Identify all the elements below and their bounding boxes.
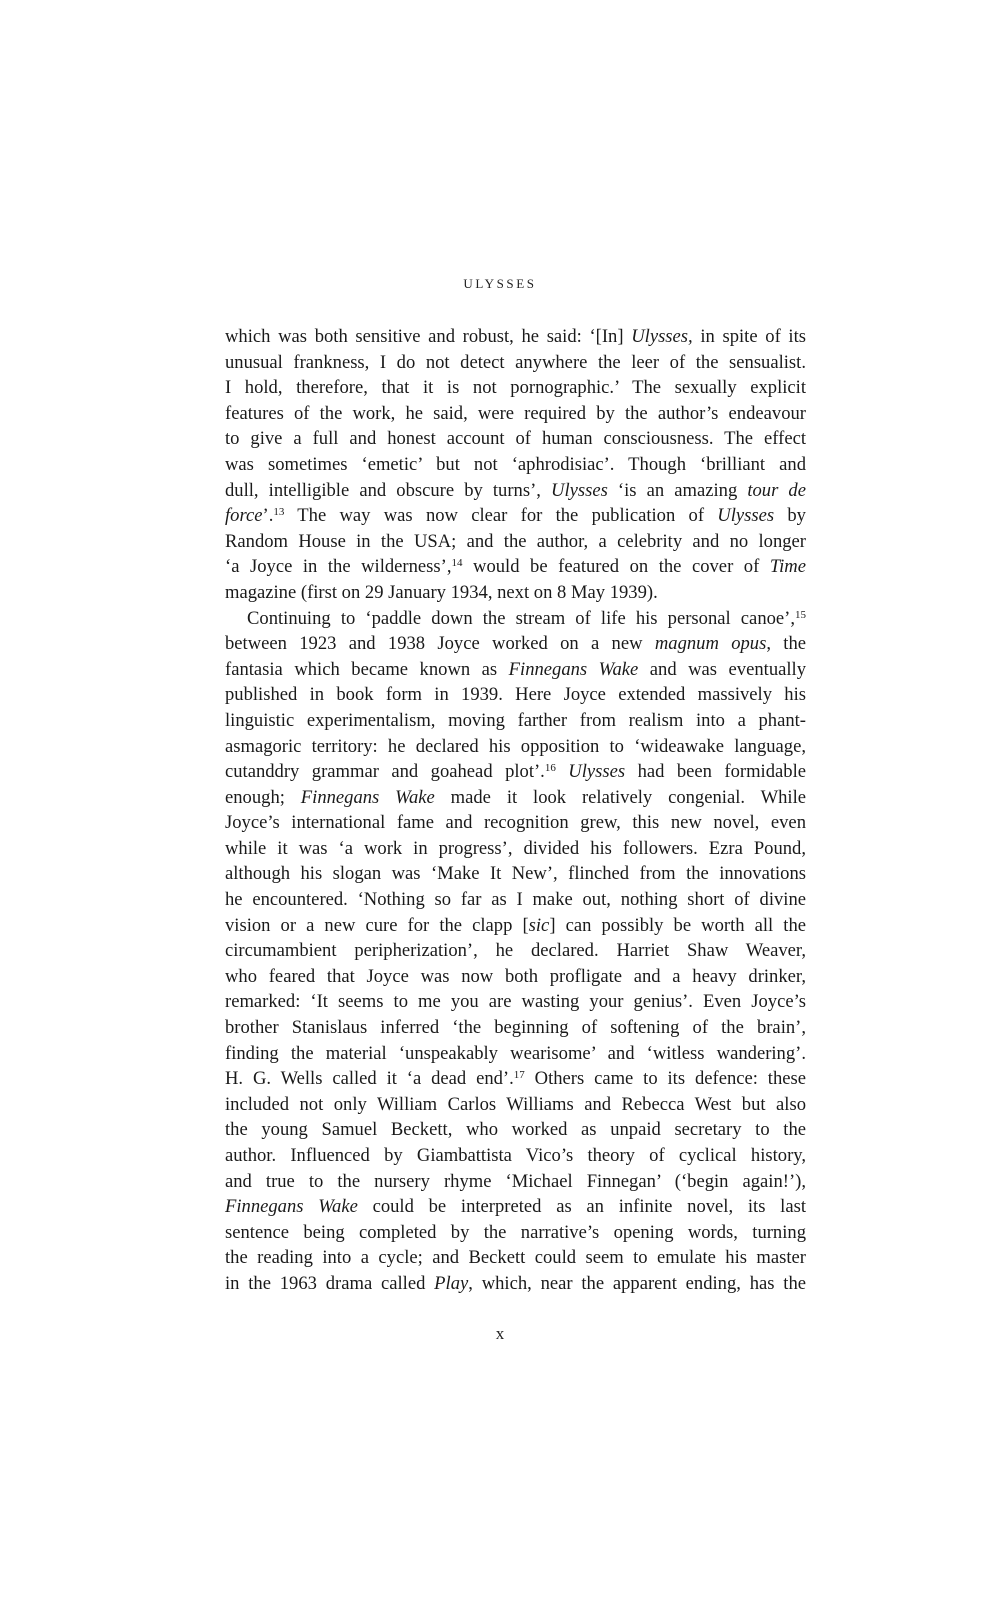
text-line [225, 759, 806, 785]
text-line [225, 1066, 806, 1092]
text-segment: made it look relatively congenial. While [434, 786, 806, 808]
text-segment: vision or a new cure for the clapp [ [225, 914, 529, 936]
text-line [225, 734, 806, 760]
text-segment: ‘a Joyce in the wilderness’, [225, 556, 452, 578]
italic-text: magnum opus [654, 633, 767, 655]
text-line [225, 554, 806, 580]
text-segment: circumambient peripherization’, he declared. Harriet Shaw Weaver, [225, 940, 806, 962]
text-line [225, 478, 806, 504]
text-line [225, 1245, 806, 1271]
text-segment: remarked: ‘It seems to me you are wasting your genius’. Even Joyce’s [225, 991, 806, 1013]
text-segment: had been formidable [625, 761, 806, 783]
text-segment: between 1923 and 1938 Joyce worked on a new [225, 633, 655, 655]
text-line [225, 1169, 806, 1195]
text-segment: cutanddry grammar and goahead plot’. [225, 761, 545, 783]
text-segment: and was eventually [638, 658, 806, 680]
italic-text: Ulysses [568, 761, 626, 783]
text-line [225, 964, 806, 990]
text-segment: magazine (first on 29 January 1934, next on 8 May 1939). [225, 581, 658, 603]
text-line [225, 1220, 806, 1246]
text-segment [556, 761, 568, 782]
italic-text: Play [434, 1272, 469, 1294]
text-segment: ’. [262, 505, 274, 527]
running-head: ULYSSES [463, 276, 537, 291]
text-line [225, 836, 806, 862]
text-segment: asmagoric territory: he declared his opposition to ‘wideawake language, [225, 735, 806, 757]
text-segment: the young Samuel Beckett, who worked as unpaid secretary to the [225, 1119, 806, 1141]
text-line [225, 401, 806, 427]
text-line [225, 606, 806, 632]
text-line [225, 989, 806, 1015]
italic-text: force [225, 505, 263, 527]
text-segment: Random House in the USA; and the author, a celebrity and no longer [225, 530, 806, 552]
text-segment: dull, intelligible and obscure by turns’, [225, 479, 552, 501]
text-line [225, 426, 806, 452]
text-segment: in spite of its [692, 326, 806, 347]
italic-text: Ulysses, [631, 326, 693, 347]
text-line [225, 452, 806, 478]
text-segment: unusual frankness, I do not detect anywhere the leer of the sensualist. [225, 351, 806, 373]
text-segment: in the 1963 drama called [225, 1272, 435, 1294]
text-segment: while it was ‘a work in progress’, divided his followers. Ezra Pound, [225, 837, 806, 859]
text-segment: was sometimes ‘emetic’ but not ‘aphrodisiac’. Though ‘brilliant and [225, 453, 806, 475]
text-segment: linguistic experimentalism, moving farther from realism into a phant- [225, 709, 806, 731]
italic-text: tour de [747, 479, 806, 501]
text-segment: Others came to its defence: these [524, 1068, 806, 1090]
text-line [225, 1194, 806, 1220]
page-number: x [495, 1324, 505, 1343]
text-segment: the reading into a cycle; and Beckett could seem to emulate his master [225, 1247, 806, 1269]
text-line [225, 1143, 806, 1169]
text-line [225, 1041, 806, 1067]
italic-text: Finnegans Wake [508, 658, 639, 680]
footnote-ref: 15 [795, 608, 806, 621]
text-segment: he encountered. ‘Nothing so far as I make out, nothing short of divine [225, 889, 806, 911]
text-segment: sentence being completed by the narrative’s opening words, turning [225, 1221, 806, 1243]
text-line [225, 657, 806, 683]
text-segment: fantasia which became known as [225, 658, 509, 680]
text-segment: to give a full and honest account of human consciousness. The effect [225, 428, 806, 450]
text-line [225, 785, 806, 811]
text-segment: I hold, therefore, that it is not pornographic.’ The sexually explicit [225, 377, 806, 399]
text-segment: The way was now clear for the publication of [284, 505, 718, 527]
footnote-ref: 17 [513, 1069, 525, 1082]
italic-text: Finnegans Wake [225, 1196, 358, 1218]
text-line [225, 324, 806, 350]
text-line [225, 682, 806, 708]
text-line [225, 1092, 806, 1118]
text-segment: would be featured on the cover of [462, 556, 770, 578]
text-segment: ‘is an amazing [607, 479, 748, 501]
text-line [225, 1117, 806, 1143]
text-line [225, 1015, 806, 1041]
text-line [225, 631, 806, 657]
text-line [225, 861, 806, 887]
italic-text: Time [769, 556, 806, 578]
text-line [225, 580, 806, 606]
text-segment: author. Influenced by Giambattista Vico’s theory of cyclical history, [225, 1145, 806, 1166]
text-line [225, 810, 806, 836]
text-segment: and true to the nursery rhyme ‘Michael Finnegan’ (‘begin again!’), [225, 1170, 806, 1192]
text-line [225, 375, 806, 401]
text-segment: by [774, 505, 806, 527]
text-segment: Joyce’s international fame and recognition grew, this new novel, even [225, 812, 806, 834]
footnote-ref: 13 [273, 506, 285, 519]
body-text [225, 324, 806, 1297]
text-segment: who feared that Joyce was now both profligate and a heavy drinker, [225, 965, 806, 987]
text-segment: Continuing to ‘paddle down the stream of life his personal canoe’, [247, 607, 795, 629]
text-segment: brother Stanislaus inferred ‘the beginning of softening of the brain’, [225, 1017, 806, 1039]
text-line [225, 938, 806, 964]
text-line [225, 913, 806, 939]
text-line [225, 887, 806, 913]
text-segment: included not only William Carlos Williams and Rebecca West but also [225, 1093, 806, 1115]
text-segment: enough; [225, 786, 301, 808]
text-segment: H. G. Wells called it ‘a dead end’. [225, 1068, 514, 1090]
italic-text: Ulysses [717, 505, 775, 527]
text-segment: features of the work, he said, were required by the author’s endeavour [225, 402, 806, 424]
text-segment: which was both sensitive and robust, he said: ‘[In] [225, 326, 632, 347]
italic-text: Ulysses [551, 479, 608, 501]
text-segment: could be interpreted as an infinite novel, its last [357, 1196, 806, 1218]
text-line [225, 350, 806, 376]
text-line [225, 1271, 806, 1297]
italic-text: Finnegans Wake [300, 786, 435, 808]
text-line [225, 529, 806, 555]
text-segment: finding the material ‘unspeakably wearisome’ and ‘witless wandering’. [225, 1042, 806, 1064]
text-segment: , which, near the apparent ending, has the [468, 1272, 807, 1294]
footnote-ref: 14 [451, 557, 463, 570]
text-line [225, 503, 806, 529]
text-segment: ] can possibly be worth all the [549, 914, 806, 936]
text-segment: , the [766, 633, 806, 655]
footnote-ref: 16 [544, 762, 556, 775]
italic-text: sic [528, 914, 550, 936]
text-line [225, 708, 806, 734]
text-segment: although his slogan was ‘Make It New’, flinched from the innovations [225, 863, 806, 885]
text-segment: published in book form in 1939. Here Joyce extended massively his [225, 684, 806, 706]
